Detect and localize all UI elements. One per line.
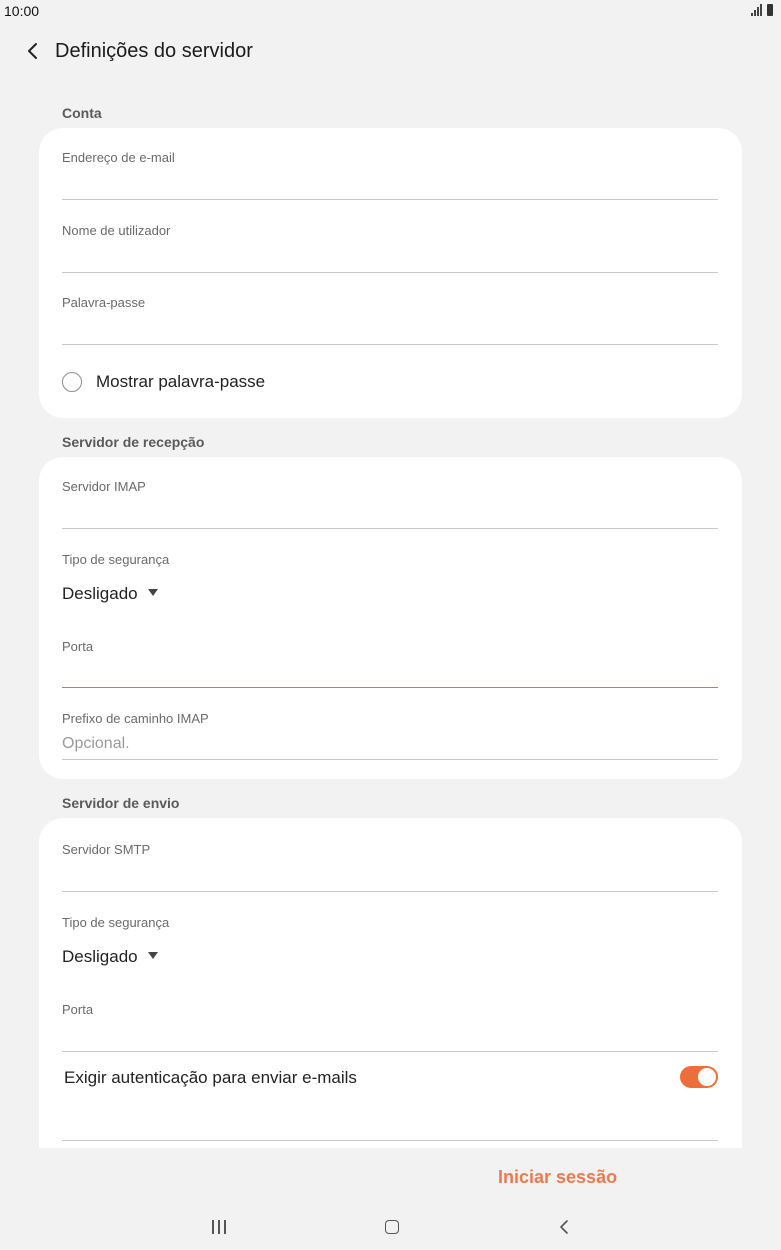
imap-prefix-input[interactable] bbox=[62, 729, 718, 760]
footer bbox=[0, 1148, 781, 1250]
home-icon[interactable] bbox=[385, 1220, 399, 1234]
imap-prefix-field bbox=[62, 711, 718, 761]
back-button[interactable] bbox=[22, 38, 46, 64]
incoming-port-input[interactable] bbox=[62, 657, 718, 688]
recent-apps-icon[interactable] bbox=[212, 1220, 226, 1234]
outgoing-port-field bbox=[62, 1002, 718, 1052]
imap-server-input[interactable] bbox=[62, 498, 718, 529]
caret-down-icon bbox=[148, 589, 158, 596]
email-input[interactable] bbox=[62, 169, 718, 200]
imap-prefix-label: Prefixo de caminho IMAP bbox=[62, 711, 209, 726]
status-time: 10:00 bbox=[4, 3, 40, 19]
smtp-server-field bbox=[62, 842, 718, 892]
outgoing-port-input[interactable] bbox=[62, 1021, 718, 1052]
require-auth-toggle[interactable] bbox=[680, 1066, 718, 1088]
smtp-server-input[interactable] bbox=[62, 861, 718, 892]
imap-server-label: Servidor IMAP bbox=[62, 479, 146, 494]
caret-down-icon bbox=[148, 952, 158, 959]
battery-icon bbox=[767, 4, 773, 16]
smtp-server-label: Servidor SMTP bbox=[62, 842, 151, 857]
password-label: Palavra-passe bbox=[62, 295, 146, 310]
status-icons bbox=[751, 4, 773, 16]
username-input[interactable] bbox=[62, 242, 718, 273]
outgoing-security-dropdown[interactable] bbox=[62, 945, 172, 971]
require-auth-label: Exigir autenticação para enviar e-mails bbox=[64, 1068, 357, 1087]
outgoing-security-value: Desligado bbox=[62, 947, 138, 966]
incoming-security-field bbox=[62, 552, 718, 572]
incoming-port-field bbox=[62, 639, 718, 689]
password-input[interactable] bbox=[62, 314, 718, 345]
password-field bbox=[62, 295, 718, 345]
status-bar bbox=[0, 0, 781, 24]
outgoing-security-field bbox=[62, 915, 718, 935]
show-password-label: Mostrar palavra-passe bbox=[96, 372, 266, 391]
outgoing-port-label: Porta bbox=[62, 1002, 94, 1017]
email-field bbox=[62, 150, 718, 200]
incoming-security-label: Tipo de segurança bbox=[62, 552, 170, 567]
signin-button[interactable]: Iniciar sessão bbox=[498, 1167, 618, 1187]
section-header-outgoing: Servidor de envio bbox=[62, 795, 180, 811]
incoming-security-value: Desligado bbox=[62, 584, 138, 603]
show-password-radio[interactable] bbox=[62, 372, 82, 392]
app-bar bbox=[0, 26, 781, 76]
section-header-account: Conta bbox=[62, 105, 102, 121]
signal-icon bbox=[751, 4, 763, 16]
chevron-left-icon bbox=[22, 38, 46, 64]
divider bbox=[62, 1140, 718, 1141]
username-field bbox=[62, 223, 718, 273]
imap-server-field bbox=[62, 479, 718, 529]
incoming-port-label: Porta bbox=[62, 639, 94, 654]
outgoing-security-label: Tipo de segurança bbox=[62, 915, 170, 930]
email-label: Endereço de e-mail bbox=[62, 150, 175, 165]
require-auth-row[interactable] bbox=[64, 1066, 718, 1090]
section-header-incoming: Servidor de recepção bbox=[62, 434, 205, 450]
incoming-security-dropdown[interactable] bbox=[62, 582, 172, 608]
toggle-knob bbox=[698, 1068, 716, 1086]
page-title: Definições do servidor bbox=[55, 40, 253, 62]
username-label: Nome de utilizador bbox=[62, 223, 171, 238]
nav-back-icon[interactable] bbox=[557, 1218, 571, 1236]
